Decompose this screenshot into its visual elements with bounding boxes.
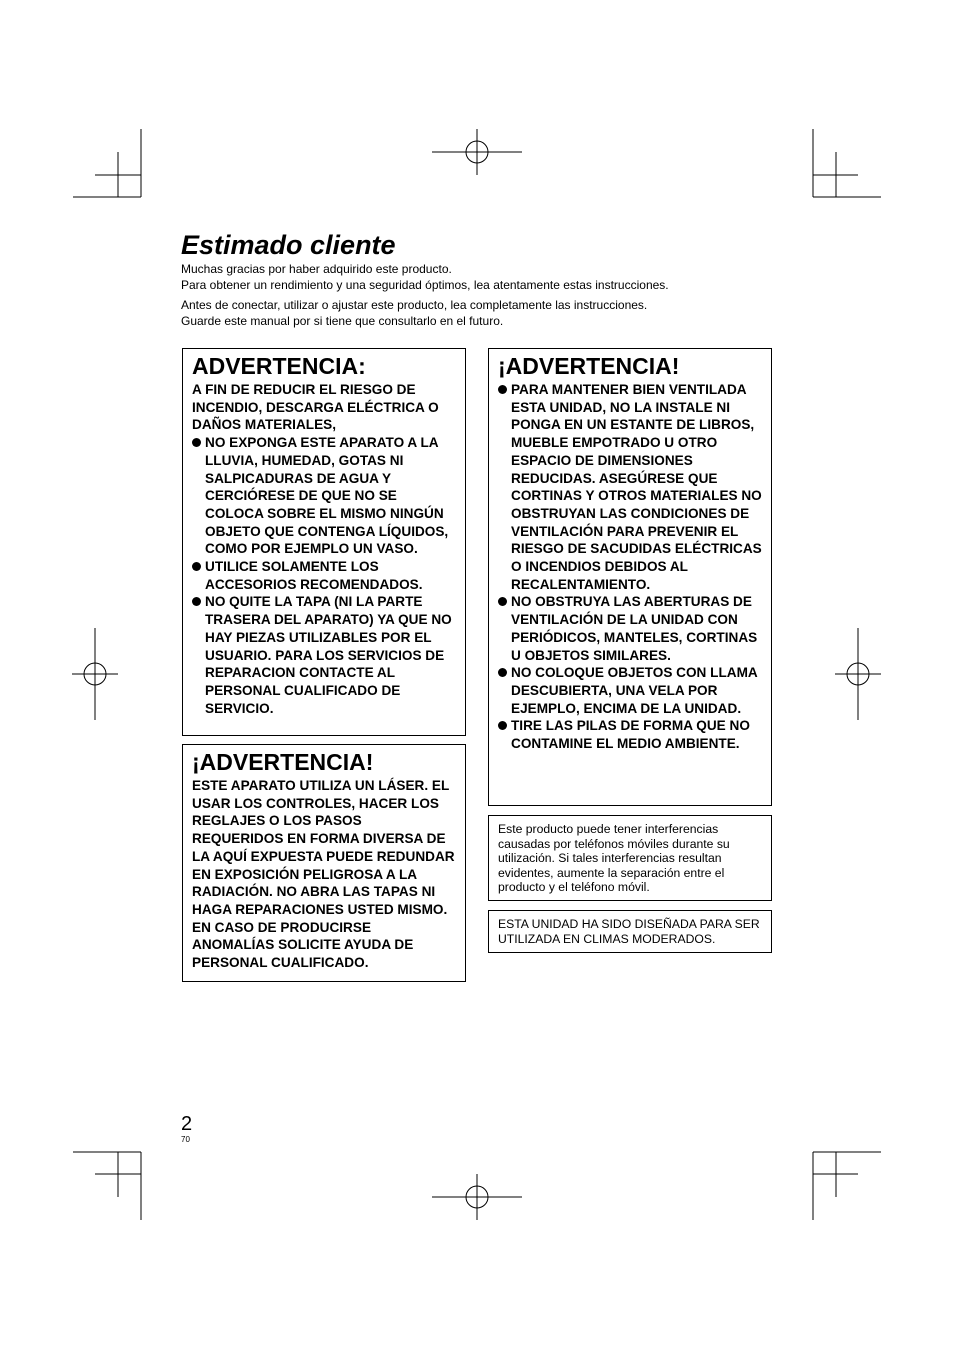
warning-heading: ¡ADVERTENCIA!: [192, 749, 374, 775]
note-box-mobile-interference: [488, 815, 772, 901]
note-text: Este producto puede tener interferencias causadas por teléfonos móviles durante su utilización. Si tales interferencias resultan evidentes, aumente la separación entre el producto y el teléfono móvil.: [498, 822, 730, 895]
list-item: TIRE LAS PILAS DE FORMA QUE NO CONTAMINE EL MEDIO AMBIENTE.: [498, 717, 762, 752]
warning-bullet-list: [192, 434, 456, 717]
warning-heading: ADVERTENCIA:: [192, 353, 366, 379]
warning-box-electrical: [182, 348, 466, 736]
intro-line-1: Muchas gracias por haber adquirido este producto.: [181, 262, 452, 276]
note-text: ESTA UNIDAD HA SIDO DISEÑADA PARA SER UTILIZADA EN CLIMAS MODERADOS.: [498, 917, 760, 946]
page-number: 2: [181, 1113, 193, 1135]
warning-text: ESTE APARATO UTILIZA UN LÁSER. EL USAR LOS CONTROLES, HACER LOS REGLAJES O LOS PASOS REQUERIDOS EN FORMA DIVERSA DE LA AQUÍ EXPUESTA PUEDE REDUNDAR EN EXPOSICIÓN PELIGROSA A LA RADIACIÓN. NO ABRA LAS TAPAS NI HAGA REPARACIONES USTED MISMO. EN CASO DE PRODUCIRSE ANOMALÍAS SOLICITE AYUDA DE PERSONAL CUALIFICADO.: [192, 778, 455, 971]
list-item: NO OBSTRUYA LAS ABERTURAS DE VENTILACIÓN DE LA UNIDAD CON PERIÓDICOS, MANTELES, CORTINAS U OBJETOS SIMILARES.: [498, 593, 762, 664]
warning-box-ventilation: [488, 348, 772, 806]
note-box-climate: [488, 910, 772, 953]
list-item: UTILICE SOLAMENTE LOS ACCESORIOS RECOMENDADOS.: [192, 558, 456, 593]
list-item: PARA MANTENER BIEN VENTILADA ESTA UNIDAD, NO LA INSTALE NI PONGA EN UN ESTANTE DE LIBROS, MUEBLE EMPOTRADO U OTRO ESPACIO DE DIMENSIONES REDUCIDAS. ASEGÚRESE QUE CORTINAS Y OTROS MATERIALES NO OBSTRUYAN LAS CONDICIONES DE VENTILACIÓN PARA PREVENIR EL RIESGO DE SACUDIDAS ELÉCTRICAS O INCENDIOS DEBIDOS AL RECALENTAMIENTO.: [498, 381, 762, 593]
intro-line-3: Antes de conectar, utilizar o ajustar este producto, lea completamente las instrucciones.: [181, 298, 648, 312]
warning-heading: ¡ADVERTENCIA!: [498, 353, 680, 379]
warning-lead: A FIN DE REDUCIR EL RIESGO DE INCENDIO, DESCARGA ELÉCTRICA O DAÑOS MATERIALES,: [192, 382, 439, 433]
list-item: NO QUITE LA TAPA (NI LA PARTE TRASERA DEL APARATO) YA QUE NO HAY PIEZAS UTILIZABLES POR EL USUARIO. PARA LOS SERVICIOS DE REPARACION CONTACTE AL PERSONAL CUALIFICADO DE SERVICIO.: [192, 593, 456, 717]
page-title: Estimado cliente: [181, 230, 396, 260]
intro-line-4: Guarde este manual por si tiene que consultarlo en el futuro.: [181, 314, 504, 328]
warning-box-laser: [182, 744, 466, 982]
warning-bullet-list: [498, 381, 762, 753]
intro-line-2: Para obtener un rendimiento y una seguridad óptimos, lea atentamente estas instrucciones.: [181, 278, 669, 292]
list-item: NO EXPONGA ESTE APARATO A LA LLUVIA, HUMEDAD, GOTAS NI SALPICADURAS DE AGUA Y CERCIÓRESE DE QUE NO SE COLOCA SOBRE EL MISMO NINGÚN OBJETO QUE CONTENGA LÍQUIDOS, COMO POR EJEMPLO UN VASO.: [192, 434, 456, 558]
list-item: NO COLOQUE OBJETOS CON LLAMA DESCUBIERTA, UNA VELA POR EJEMPLO, ENCIMA DE LA UNIDAD.: [498, 664, 762, 717]
page-subnumber: 70: [181, 1135, 190, 1144]
